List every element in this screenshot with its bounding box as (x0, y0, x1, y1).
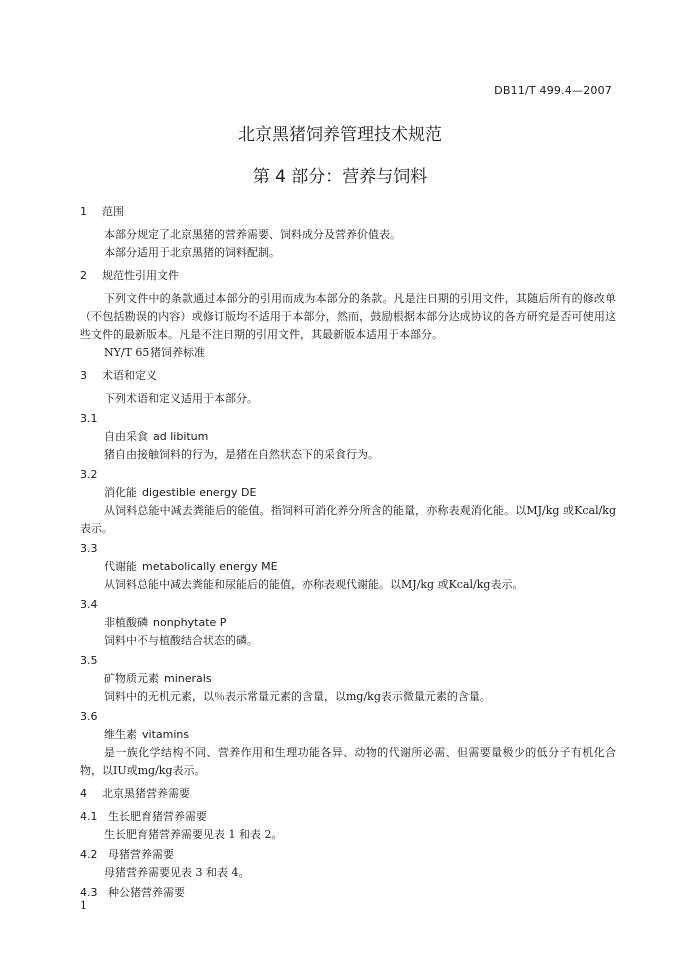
term-definition: 从饲料总能中减去粪能后的能值。指饲料可消化养分所含的能量，亦称表观消化能。以MJ/kg 或Kcal/kg表示。 (80, 504, 616, 535)
subsection-heading (80, 846, 616, 864)
term-definition: 饲料中不与植酸结合状态的磷。 (104, 634, 258, 647)
section-number: 3 (80, 369, 87, 382)
paragraph: 本部分规定了北京黑猪的营养需要、饲料成分及营养价值表。 (104, 228, 401, 241)
section-heading-normative-references (80, 266, 616, 286)
page-number: 1 (80, 899, 87, 912)
subsection-number: 4.3 (80, 886, 98, 899)
term-name (80, 484, 616, 502)
term-number: 3.4 (80, 598, 98, 611)
paragraph: 本部分适用于北京黑猪的饲料配制。 (104, 246, 280, 259)
term-name (80, 614, 616, 632)
term-en: digestible energy DE (142, 486, 257, 499)
term-en: ad libitum (153, 430, 209, 443)
section-number: 2 (80, 269, 87, 282)
term-number: 3.6 (80, 710, 98, 723)
term-en: metabolically energy ME (142, 560, 278, 573)
subsection-title: 母猪营养需要 (108, 848, 174, 861)
subsection-title: 种公猪营养需要 (108, 886, 185, 899)
term-name (80, 558, 616, 576)
term-cn: 非植酸磷 (104, 616, 148, 629)
section-heading-nutrient-requirements (80, 784, 616, 804)
reference-code: NY/T 65 (104, 346, 150, 359)
document-title: 北京黑猪饲养管理技术规范 (238, 125, 442, 145)
paragraph: 生长肥育猪营养需要见表 1 和表 2。 (104, 828, 283, 841)
paragraph: 母猪营养需要见表 3 和表 4。 (104, 866, 250, 879)
subsection-heading (80, 884, 616, 902)
section-number: 1 (80, 205, 87, 218)
term-cn: 维生素 (104, 728, 137, 741)
term-name (80, 428, 616, 446)
term-definition: 猪自由接触饲料的行为，是猪在自然状态下的采食行为。 (104, 448, 379, 461)
term-definition: 是一族化学结构不同、营养作用和生理功能各异、动物的代谢所必需、但需要量极少的低分子有机化合物，以IU或mg/kg表示。 (80, 746, 616, 777)
term-name (80, 726, 616, 744)
document-code: DB11/T 499.4—2007 (494, 84, 612, 97)
subsection-number: 4.1 (80, 810, 98, 823)
reference-entry (80, 344, 616, 362)
term-en: vitamins (142, 728, 190, 741)
term-cn: 消化能 (104, 486, 137, 499)
section-title: 术语和定义 (102, 369, 157, 382)
subsection-number: 4.2 (80, 848, 98, 861)
section-title: 北京黑猪营养需要 (102, 787, 190, 800)
subsection-title: 生长肥育猪营养需要 (108, 810, 207, 823)
term-en: minerals (164, 672, 212, 685)
term-definition: 从饲料总能中减去粪能和尿能后的能值，亦称表观代谢能。以MJ/kg 或Kcal/kg表示。 (104, 578, 524, 591)
term-cn: 矿物质元素 (104, 672, 159, 685)
term-number: 3.2 (80, 468, 98, 481)
section-title: 范围 (102, 205, 124, 218)
section-heading-terms (80, 366, 616, 386)
term-en: nonphytate P (153, 616, 227, 629)
term-number: 3.1 (80, 412, 98, 425)
term-definition: 饲料中的无机元素，以％表示常量元素的含量，以mg/kg表示微量元素的含量。 (104, 690, 491, 703)
document-body (80, 198, 616, 902)
section-title: 规范性引用文件 (102, 269, 179, 282)
reference-title: 猪饲养标准 (150, 346, 205, 359)
term-number: 3.3 (80, 542, 98, 555)
term-number: 3.5 (80, 654, 98, 667)
section-heading-scope (80, 202, 616, 222)
subsection-heading (80, 808, 616, 826)
term-name (80, 670, 616, 688)
paragraph: 下列术语和定义适用于本部分。 (104, 392, 258, 405)
term-cn: 自由采食 (104, 430, 148, 443)
section-number: 4 (80, 787, 87, 800)
paragraph: 下列文件中的条款通过本部分的引用而成为本部分的条款。凡是注日期的引用文件，其随后所有的修改单（不包括勘误的内容）或修订版均不适用于本部分，然而，鼓励根据本部分达成协议的各方研究是否可使用这些文件的最新版本。凡是不注日期的引用文件，其最新版本适用于本部分。 (80, 292, 616, 341)
part-title: 第 4 部分：营养与饲料 (252, 167, 428, 187)
term-cn: 代谢能 (104, 560, 137, 573)
